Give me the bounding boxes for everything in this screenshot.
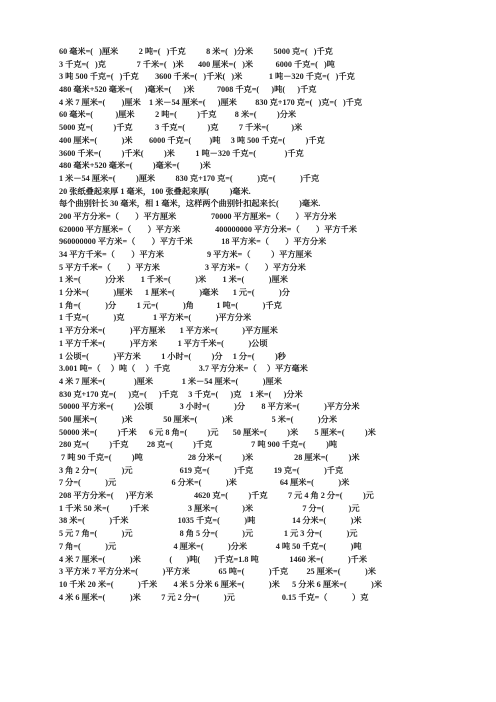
exercise-line: 38 米=( )千米 1035 千克=( )吨 14 分米=( )米 bbox=[59, 516, 362, 526]
exercise-line: 960000000 平方米=（ ）平方千米 18 平方米=（ ）平方分米 bbox=[59, 237, 327, 247]
exercise-line: 400 厘米=( )米 6000 千克=( )吨 3 吨 500 千克=( )千克 bbox=[59, 135, 325, 145]
exercise-line: 620000 平方厘米=（ ）平方米 400000000 平方分米=（ ）平方千米 bbox=[59, 224, 357, 234]
exercise-line: 830 克+170 克=( )克=( )千克 3 千克=( )克 1 米=( )分米 bbox=[59, 389, 303, 399]
exercise-line: 1 千米 50 米=( )千米 3 厘米=( )米 7 分=( )元 bbox=[59, 503, 360, 513]
exercise-line: 480 毫米+520 毫米=( )毫米=( )米 bbox=[59, 161, 211, 171]
exercise-line: 480 毫米+520 毫米=( )毫米=( )米 7008 千克=( )吨( )千克 bbox=[59, 85, 317, 95]
exercise-line: 500 厘米=( )米 50 厘米=( )米 5 米=( )分米 bbox=[59, 414, 338, 424]
exercise-line: 200 平方分米=（ ）平方厘米 70000 平方厘米=（ ）平方分米 bbox=[59, 211, 337, 221]
exercise-line: 1 角=( )分 1 元=( )角 1 吨=( )千克 bbox=[59, 300, 282, 310]
exercise-line: 60 毫米=( )厘米 2 吨=( )千克 8 米=( )分米 bbox=[59, 110, 297, 120]
exercise-line: 34 平方千米=（ ）平方米 9 平方米=（ ）平方厘米 bbox=[59, 250, 312, 259]
exercise-line: 4 米 7 厘米=( )米 ( )吨( )千克=1.8 吨 1460 米=( )千米 bbox=[59, 554, 368, 564]
exercise-line: 1 分米=( )厘米 1 厘米=( )毫米 1 元=( )分 bbox=[59, 288, 290, 298]
exercise-line: 5 平方千米=（ ）平方米 3 平方米=（ ）平方分米 bbox=[59, 262, 306, 272]
exercise-line: 3.001 吨=（ ）吨（ ）千克 3.7 平方分米=（ ）平方毫米 bbox=[59, 364, 308, 374]
exercise-line: 5 元 7 角=( )元 8 角 5 分=( )元 1 元 3 分=( )元 bbox=[59, 529, 358, 539]
exercise-line: 4 米 7 厘米=( )厘米 1 米－54 厘米=( )厘米 bbox=[59, 376, 282, 386]
exercise-line: 1 平方分米=( )平方厘米 1 平方米=( )平方厘米 bbox=[59, 326, 278, 336]
exercise-line: 1 千克=( )克 1 平方米=( )平方分米 bbox=[59, 313, 252, 323]
exercise-line: 3 吨 500 千克=( )千克 3600 千米=( )千米( )米 1 吨－320 千克=( )千克 bbox=[59, 72, 355, 82]
exercise-line: 1 米=( )分米 1 千米=( )米 1 米=( )厘米 bbox=[59, 275, 288, 285]
exercise-line: 10 千米 20 米=( )千米 4 米 5 分米 6 厘米=( )米 5 分米 6 厘米=( )米 bbox=[59, 579, 383, 589]
exercise-line: 3 角 2 分=( )元 619 克=( )千克 19 克=( )千克 bbox=[59, 465, 344, 475]
exercise-list bbox=[59, 46, 479, 604]
exercise-line: 7 角=( )元 4 厘米=( )分米 4 吨 50 千克=( )吨 bbox=[59, 541, 362, 551]
exercise-line: 4 米 6 厘米=( )米 7 元 2 分=( )元 0.15 千克=（ ）克 bbox=[59, 592, 369, 602]
exercise-line: 60 毫米=( )厘米 2 吨=( )千克 8 米=( )分米 5000 克=( )千克 bbox=[59, 47, 333, 56]
exercise-line: 5000 克=( )千克 3 千克=( )克 7 千米=( )米 bbox=[59, 123, 303, 133]
exercise-line: 20 张纸叠起来厚 1 毫米，100 张叠起来厚( )毫米. bbox=[59, 186, 251, 196]
exercise-line: 3 千克=( )克 7 千米=( )米 400 厘米=( )米 6000 千克=( )吨 bbox=[59, 59, 335, 69]
exercise-line: 50000 米=( )千米 6 元 8 角=( )元 50 厘米=( )米 5 厘米=( )米 bbox=[59, 427, 376, 437]
exercise-line: 1 米－54 厘米=( )厘米 830 克+170 克=( )克=( )千克 bbox=[59, 173, 320, 183]
exercise-line: 50000 平方米=( )公顷 3 小时=( )分 8 平方米=( )平方分米 bbox=[59, 402, 360, 412]
exercise-line: 7 分=( )元 6 分米=( )米 64 厘米=( )米 bbox=[59, 478, 350, 488]
exercise-line: 4 米 7 厘米=( )厘米 1 米－54 厘米=( )厘米 830 克+170 克=( )克=( )千克 bbox=[59, 97, 363, 107]
exercise-line: 7 吨 90 千克=( )吨 28 分米=( )米 28 厘米=( )米 bbox=[59, 453, 360, 462]
exercise-line: 1 平方千米=( )平方米 1 平方千米=( )公顷 bbox=[59, 338, 268, 348]
exercise-line: 3600 千米=( )千米( )米 1 吨－320 千克=( )千克 bbox=[59, 148, 304, 158]
exercise-line: 208 平方分米=( )平方米 4620 克=( )千克 7 元 4 角 2 分=( )元 bbox=[59, 491, 374, 501]
exercise-line: 1 公顷=( )平方米 1 小时=( )分 1 分=( )秒 bbox=[59, 351, 286, 361]
exercise-line: 280 克=( )千克 28 克=( )千克 7 吨 900 千克=( )吨 bbox=[59, 440, 338, 450]
exercise-line: 每个曲别针长 30 毫米，相 1 毫米，这样两个曲别针扣起来长( )毫米. bbox=[59, 199, 321, 209]
exercise-line: 3 平方米 7 平方分米=( )平方米 65 吨=( )千克 25 厘米=( )米 bbox=[59, 567, 376, 577]
